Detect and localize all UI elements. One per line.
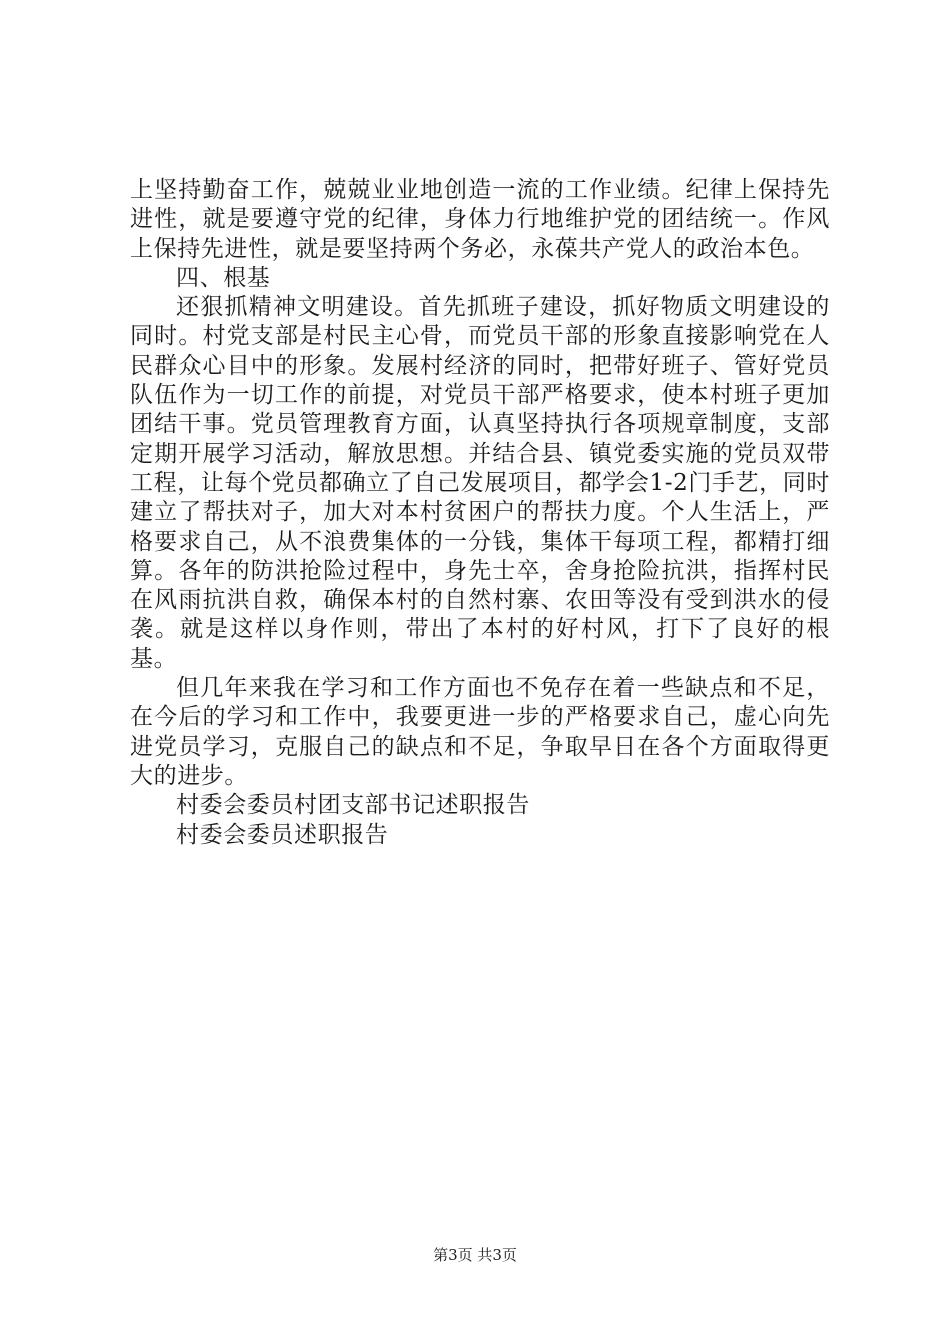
paragraph-3: 还狠抓精神文明建设。首先抓班子建设，抓好物质文明建设的同时。村党支部是村民主心骨，而党员干部的形象直接影响党在人民群众心目中的形象。发展村经济的同时，把带好班子、管好党员队伍作为一切工作的前提，对党员干部严格要求，使本村班子更加团结干事。党员管理教育方面，认真坚持执行各项规章制度，支部定期开展学习活动，解放思想。并结合县、镇党委实施的党员双带工程，让每个党员都确立了自己发展项目，都学会1-2门手艺，同时建立了帮扶对子，加大对本村贫困户的帮扶力度。个人生活上，严格要求自己，从不浪费集体的一分钱，集体干每项工程，都精打细算。各年的防洪抢险过程中，身先士卒，舍身抢险抗洪，指挥村民在风雨抗洪自救，确保本村的自然村寨、农田等没有受到洪水的侵袭。就是这样以身作则，带出了本村的好村风，打下了良好的根基。 bbox=[130, 294, 830, 672]
paragraph-1: 上坚持勤奋工作，兢兢业业地创造一流的工作业绩。纪律上保持先进性，就是要遵守党的纪律，身体力行地维护党的团结统一。作风上保持先进性，就是要坚持两个务必，永葆共产党人的政治本色。 bbox=[130, 177, 830, 262]
page-number-footer: 第3页 共3页 bbox=[433, 1246, 517, 1264]
document-body bbox=[130, 176, 830, 850]
related-title-2: 村委会委员述职报告 bbox=[176, 821, 389, 848]
related-title-1: 村委会委员村团支部书记述职报告 bbox=[176, 792, 530, 819]
paragraph-4: 但几年来我在学习和工作方面也不免存在着一些缺点和不足，在今后的学习和工作中，我要更进一步的严格要求自己，虚心向先进党员学习，克服自己的缺点和不足，争取早日在各个方面取得更大的进步。 bbox=[130, 675, 830, 789]
section-heading-foundation: 四、根基 bbox=[176, 264, 271, 291]
